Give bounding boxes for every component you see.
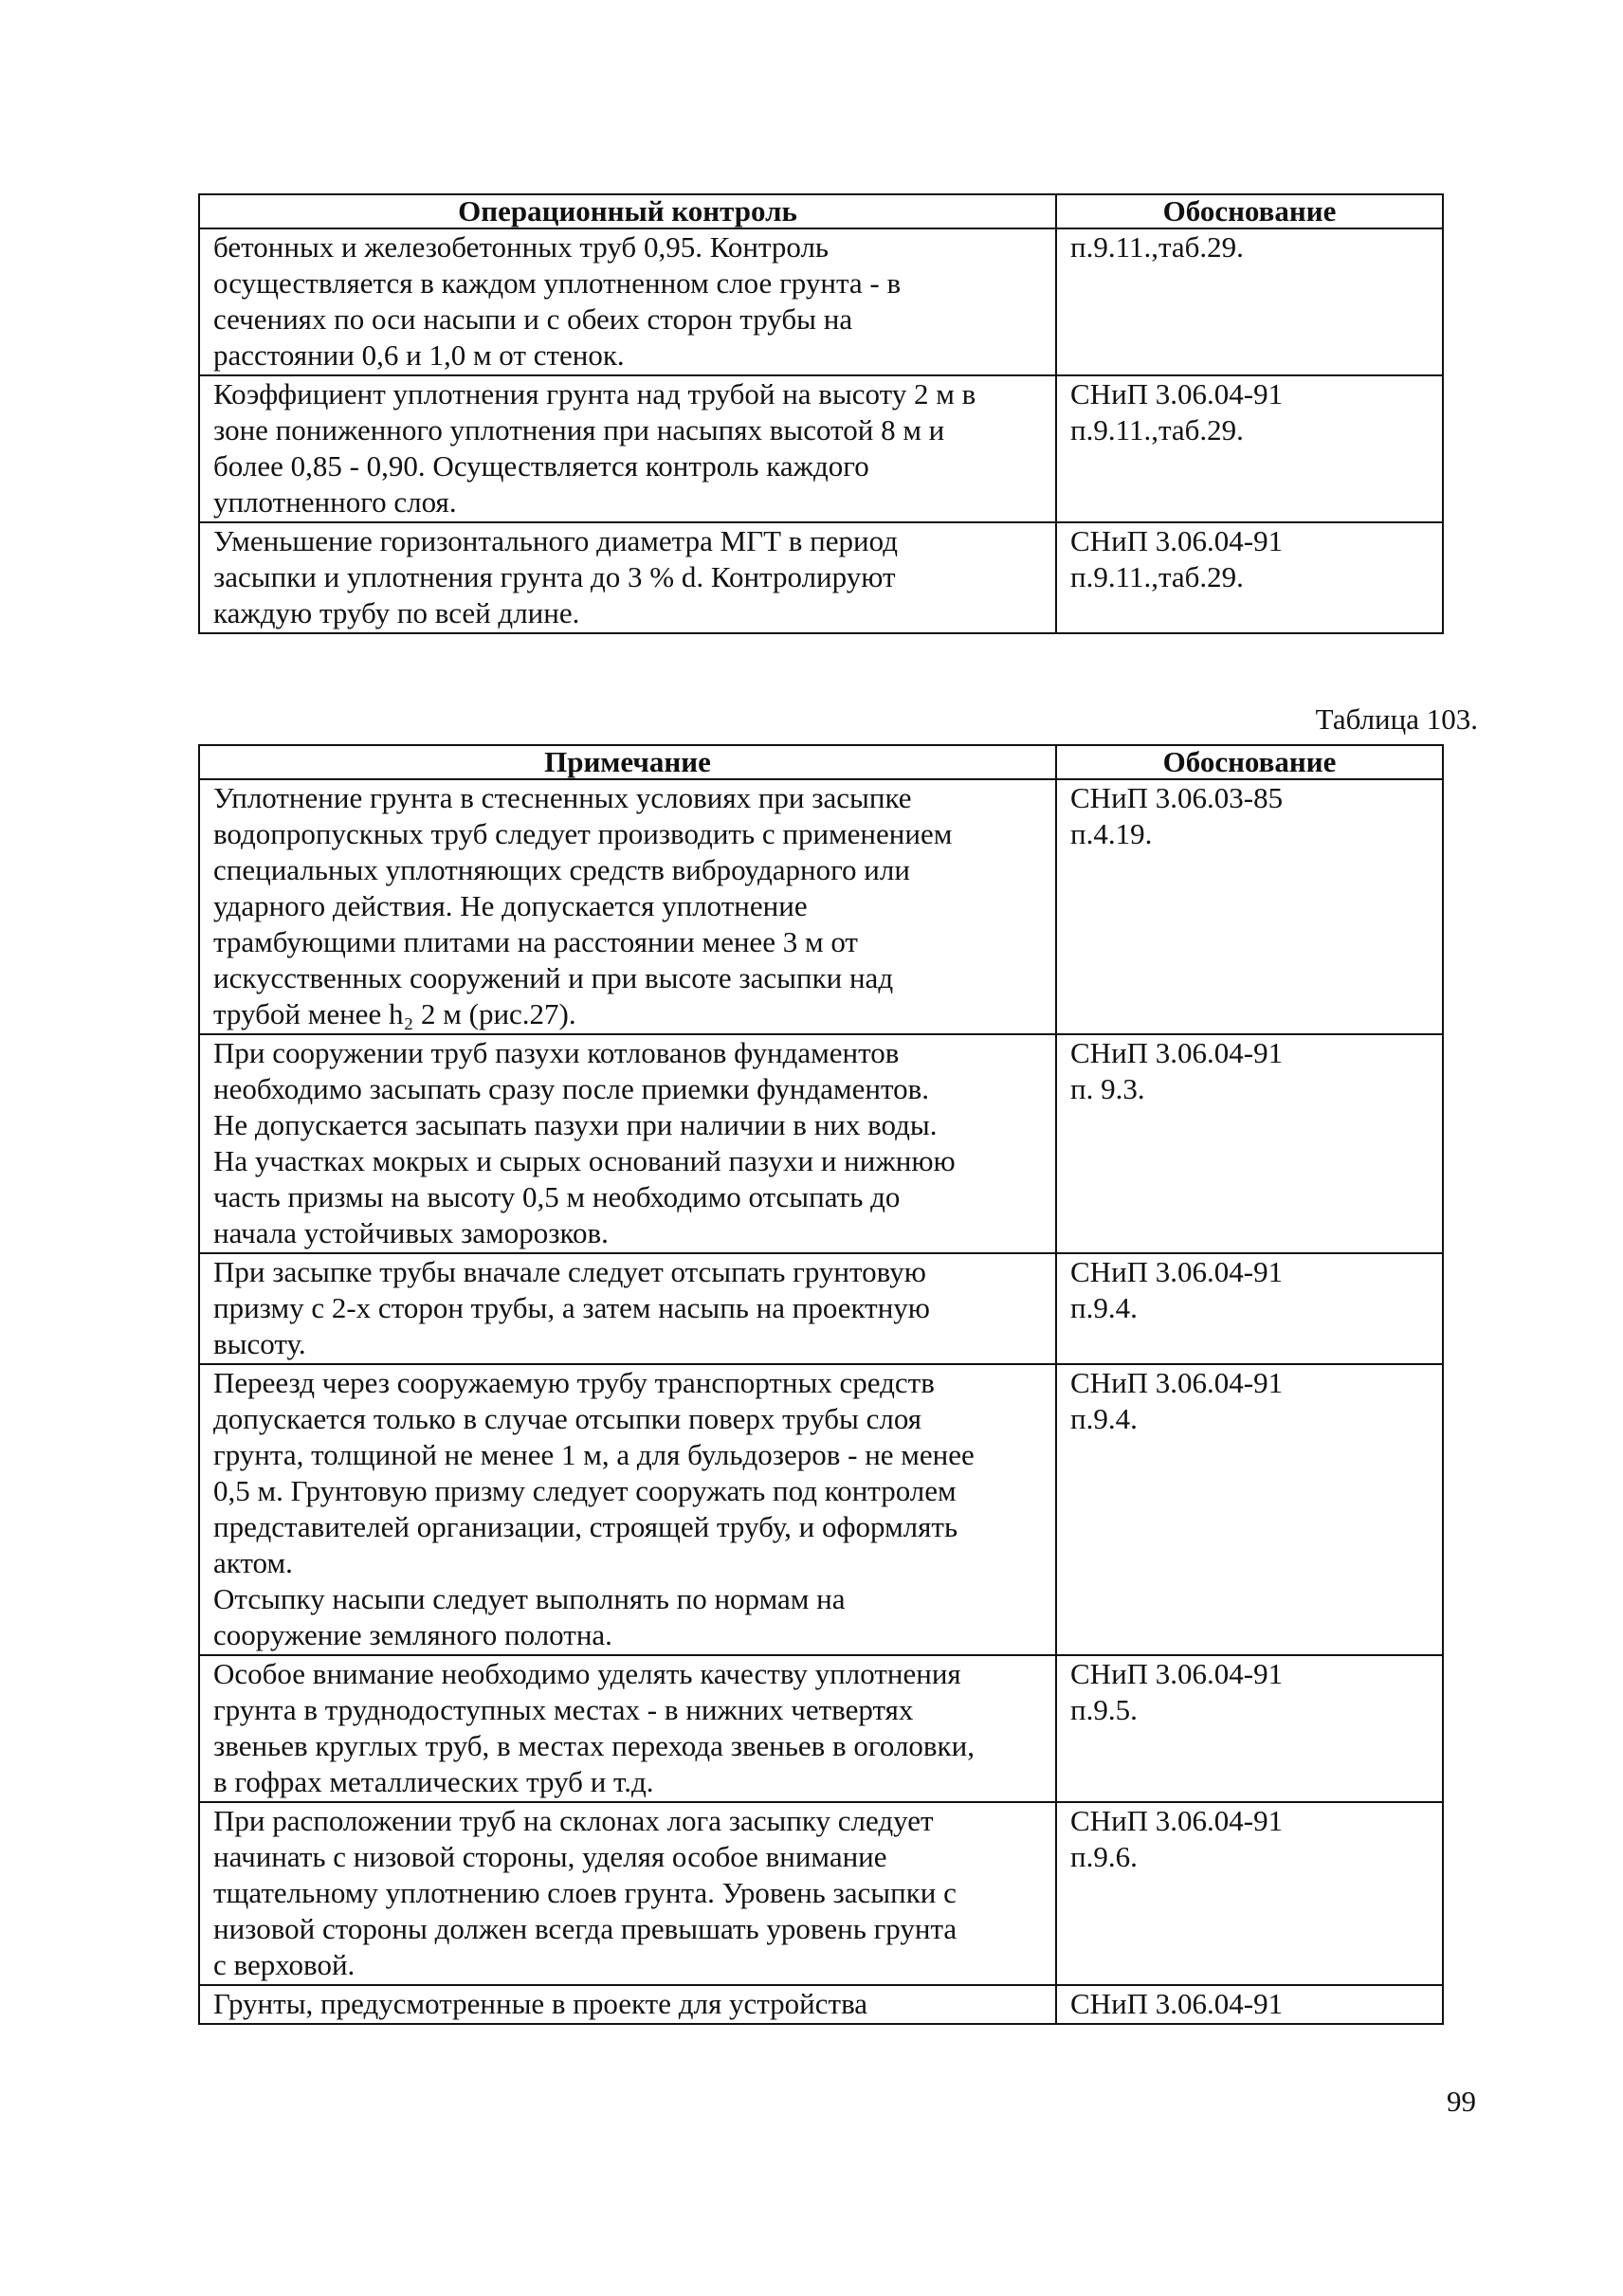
text-line: специальных уплотняющих средств виброударного или xyxy=(213,853,910,886)
text-line: представителей организации, строящей трубу, и оформлять xyxy=(213,1510,958,1543)
text-line: расстоянии 0,6 и 1,0 м от стенок. xyxy=(213,338,625,372)
reference-line: п.9.5. xyxy=(1070,1693,1138,1726)
reference-line: п.9.11.,таб.29. xyxy=(1070,560,1244,593)
column-header-note: Примечание xyxy=(199,745,1056,779)
table-row xyxy=(199,1253,1443,1364)
text-line: высоту. xyxy=(213,1327,306,1360)
reference-line: СНиП 3.06.04-91 xyxy=(1070,1366,1284,1399)
text-line: необходимо засыпать сразу после приемки фундаментов. xyxy=(213,1072,930,1105)
row-text-cell xyxy=(199,1034,1056,1253)
text-line: Особое внимание необходимо уделять качеству уплотнения xyxy=(213,1657,961,1690)
table-body xyxy=(199,779,1443,2024)
text-line: сооружение земляного полотна. xyxy=(213,1618,612,1651)
row-text-cell xyxy=(199,1985,1056,2024)
reference-line: п.9.11.,таб.29. xyxy=(1070,230,1244,264)
reference-line: СНиП 3.06.04-91 xyxy=(1070,377,1284,410)
table-row xyxy=(199,1034,1443,1253)
text-line: трамбующими плитами на расстоянии менее 3 м от xyxy=(213,925,858,958)
text-line: Грунты, предусмотренные в проекте для устройства xyxy=(213,1987,868,2020)
row-text-cell xyxy=(199,779,1056,1034)
reference-line: п.9.4. xyxy=(1070,1291,1138,1324)
reference-line: СНиП 3.06.04-91 xyxy=(1070,1987,1284,2020)
reference-line: СНиП 3.06.04-91 xyxy=(1070,524,1284,557)
text-line: с верховой. xyxy=(213,1948,356,1981)
text-line: На участках мокрых и сырых оснований пазухи и нижнюю xyxy=(213,1144,956,1177)
column-header-control: Операционный контроль xyxy=(199,194,1056,228)
row-reference-cell xyxy=(1056,1802,1443,1985)
row-text-cell xyxy=(199,1364,1056,1655)
text-line: каждую трубу по всей длине. xyxy=(213,596,580,629)
row-reference-cell xyxy=(1056,1985,1443,2024)
text-line: более 0,85 - 0,90. Осуществляется контроль каждого xyxy=(213,449,869,483)
text-line: допускается только в случае отсыпки поверх трубы слоя xyxy=(213,1402,921,1435)
row-reference-cell xyxy=(1056,1655,1443,1802)
text-line: При сооружении труб пазухи котлованов фундаментов xyxy=(213,1036,900,1069)
text-line: уплотненного слоя. xyxy=(213,485,457,519)
text-line: бетонных и железобетонных труб 0,95. Контроль xyxy=(213,230,830,264)
table-row xyxy=(199,779,1443,1034)
text-line: Отсыпку насыпи следует выполнять по нормам на xyxy=(213,1582,846,1615)
text-line: грунта в труднодоступных местах - в нижних четвертях xyxy=(213,1693,914,1726)
table-header-row xyxy=(199,745,1443,779)
reference-line: п.9.11.,таб.29. xyxy=(1070,413,1244,446)
text-line: Не допускается засыпать пазухи при наличии в них воды. xyxy=(213,1108,938,1141)
reference-line: п.4.19. xyxy=(1070,817,1153,850)
table-row xyxy=(199,375,1443,522)
text-line: грунта, толщиной не менее 1 м, а для бульдозеров - не менее xyxy=(213,1438,975,1471)
notes-table xyxy=(198,744,1444,2025)
text-line: зоне пониженного уплотнения при насыпях высотой 8 м и xyxy=(213,413,945,446)
reference-line: п. 9.3. xyxy=(1070,1072,1145,1105)
text-line: искусственных сооружений и при высоте засыпки над xyxy=(213,961,894,994)
column-header-basis: Обоснование xyxy=(1056,745,1443,779)
text-line: засыпки и уплотнения грунта до 3 % d. Контролируют xyxy=(213,560,896,593)
table-row xyxy=(199,1364,1443,1655)
text-line: начала устойчивых заморозков. xyxy=(213,1216,609,1249)
column-header-basis: Обоснование xyxy=(1056,194,1443,228)
text-line: ударного действия. Не допускается уплотнение xyxy=(213,889,808,922)
text-line: часть призмы на высоту 0,5 м необходимо отсыпать до xyxy=(213,1180,901,1213)
text-line: актом. xyxy=(213,1546,293,1579)
text-line: 0,5 м. Грунтовую призму следует сооружать под контролем xyxy=(213,1474,957,1507)
row-text-cell xyxy=(199,522,1056,633)
table-row xyxy=(199,1985,1443,2024)
table-row xyxy=(199,1655,1443,1802)
row-reference-cell xyxy=(1056,228,1443,375)
row-text-cell xyxy=(199,228,1056,375)
row-text-cell xyxy=(199,1253,1056,1364)
table-header-row xyxy=(199,194,1443,228)
text-line: призму с 2-х сторон трубы, а затем насыпь на проектную xyxy=(213,1291,930,1324)
reference-line: СНиП 3.06.04-91 xyxy=(1070,1036,1284,1069)
row-reference-cell xyxy=(1056,779,1443,1034)
table-row xyxy=(199,228,1443,375)
row-reference-cell xyxy=(1056,1364,1443,1655)
text-line: При расположении труб на склонах лога засыпку следует xyxy=(213,1804,934,1837)
text-line: звеньев круглых труб, в местах перехода звеньев в оголовки, xyxy=(213,1729,975,1762)
text-line: Уплотнение грунта в стесненных условиях при засыпке xyxy=(213,781,912,814)
table-caption: Таблица 103. xyxy=(1315,702,1478,736)
text-line: трубой менее h₂ 2 м (рис.27). xyxy=(213,997,576,1030)
text-line: Уменьшение горизонтального диаметра МГТ в период xyxy=(213,524,898,557)
text-line: водопропускных труб следует производить с применением xyxy=(213,817,953,850)
text-line: Переезд через сооружаемую трубу транспортных средств xyxy=(213,1366,935,1399)
text-line: начинать с низовой стороны, уделяя особое внимание xyxy=(213,1840,887,1873)
reference-line: СНиП 3.06.04-91 xyxy=(1070,1657,1284,1690)
row-reference-cell xyxy=(1056,1253,1443,1364)
text-line: осуществляется в каждом уплотненном слое грунта - в xyxy=(213,266,902,300)
table-row xyxy=(199,1802,1443,1985)
reference-line: СНиП 3.06.04-91 xyxy=(1070,1255,1284,1288)
reference-line: СНиП 3.06.04-91 xyxy=(1070,1804,1284,1837)
table-body xyxy=(199,228,1443,633)
row-text-cell xyxy=(199,1802,1056,1985)
text-line: тщательному уплотнению слоев грунта. Уровень засыпки с xyxy=(213,1876,957,1909)
text-line: сечениях по оси насыпи и с обеих сторон трубы на xyxy=(213,302,853,336)
text-line: в гофрах металлических труб и т.д. xyxy=(213,1765,654,1798)
reference-line: СНиП 3.06.03-85 xyxy=(1070,781,1284,814)
text-line: При засыпке трубы вначале следует отсыпать грунтовую xyxy=(213,1255,926,1288)
page-number: 99 xyxy=(1447,2085,1476,2118)
row-reference-cell xyxy=(1056,1034,1443,1253)
reference-line: п.9.6. xyxy=(1070,1840,1138,1873)
text-line: Коэффициент уплотнения грунта над трубой на высоту 2 м в xyxy=(213,377,976,410)
row-text-cell xyxy=(199,375,1056,522)
row-reference-cell xyxy=(1056,522,1443,633)
table-row xyxy=(199,522,1443,633)
text-line: низовой стороны должен всегда превышать уровень грунта xyxy=(213,1912,957,1945)
control-table xyxy=(198,193,1444,634)
row-text-cell xyxy=(199,1655,1056,1802)
reference-line: п.9.4. xyxy=(1070,1402,1138,1435)
row-reference-cell xyxy=(1056,375,1443,522)
